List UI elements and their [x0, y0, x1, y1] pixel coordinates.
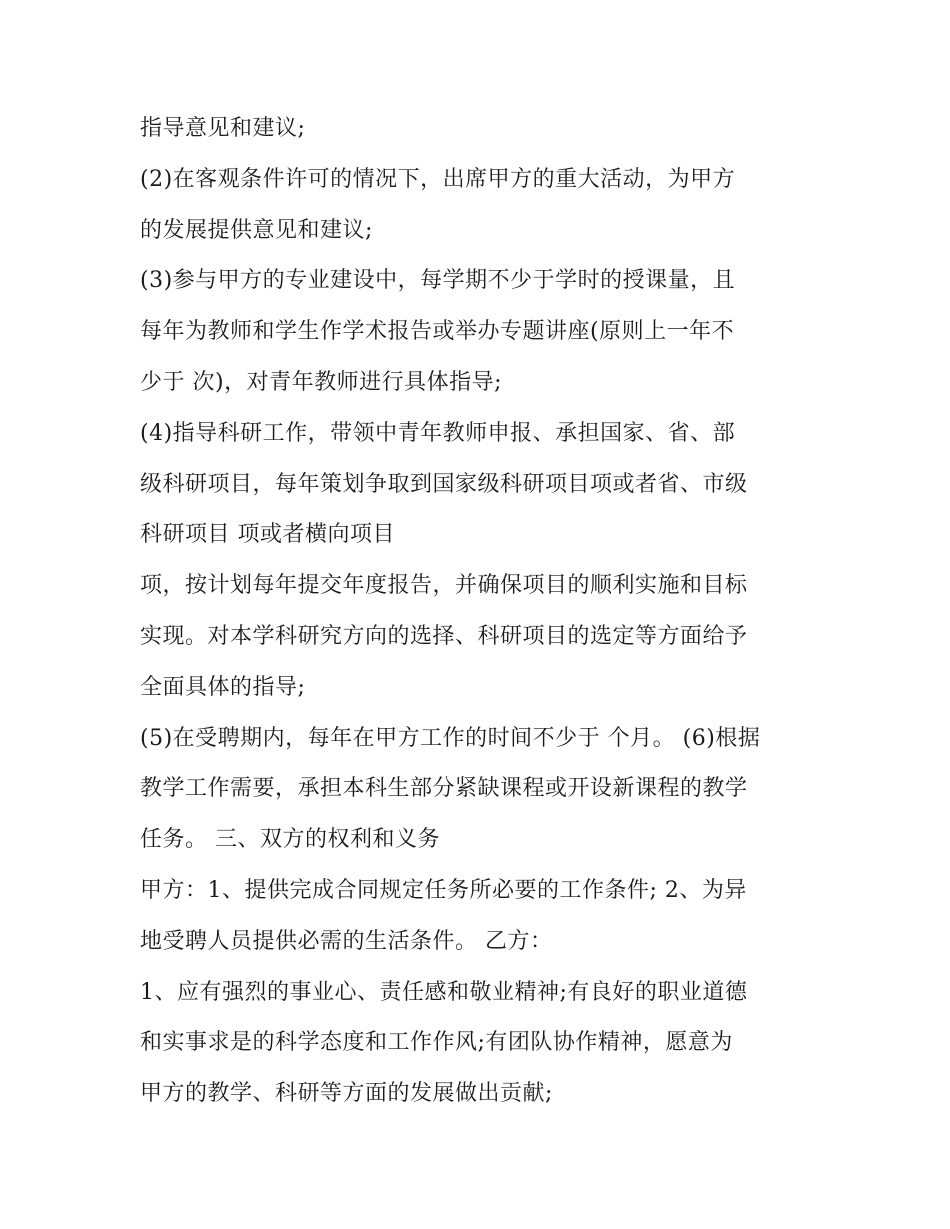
- text-line: (5)在受聘期内，每年在甲方工作的时间不少于 个月。 (6)根据: [140, 725, 761, 751]
- contract-text-body: [140, 104, 830, 1120]
- text-line: 科研项目 项或者横向项目: [140, 522, 395, 548]
- text-line: 项，按计划每年提交年度报告，并确保项目的顺利实施和目标: [140, 573, 748, 599]
- text-line: 教学工作需要，承担本科生部分紧缺课程或开设新课程的教学: [140, 776, 748, 802]
- text-line: 地受聘人员提供必需的生活条件。 乙方：: [140, 928, 553, 954]
- text-line: (4)指导科研工作，带领中青年教师申报、承担国家、省、部: [140, 420, 736, 446]
- text-line: 每年为教师和学生作学术报告或举办专题讲座(原则上一年不: [140, 319, 735, 345]
- text-line: (2)在客观条件许可的情况下，出席甲方的重大活动，为甲方: [140, 166, 736, 192]
- text-line: 少于 次)，对青年教师进行具体指导;: [140, 369, 502, 395]
- text-line: 甲方：1、提供完成合同规定任务所必要的工作条件; 2、为异: [140, 877, 747, 903]
- text-line: 指导意见和建议;: [140, 116, 306, 141]
- text-line: 的发展提供意见和建议;: [140, 217, 373, 243]
- text-line: 和实事求是的科学态度和工作作风;有团队协作精神，愿意为: [140, 1030, 733, 1056]
- text-line: 任务。 三、双方的权利和义务: [140, 827, 440, 853]
- text-line: 甲方的教学、科研等方面的发展做出贡献;: [140, 1081, 553, 1107]
- text-line: 全面具体的指导;: [140, 674, 306, 700]
- text-line: 级科研项目，每年策划争取到国家级科研项目项或者省、市级: [140, 471, 748, 497]
- text-line: 实现。对本学科研究方向的选择、科研项目的选定等方面给予: [140, 623, 748, 649]
- text-line: 1、应有强烈的事业心、责任感和敬业精神;有良好的职业道德: [140, 979, 748, 1005]
- text-line: (3)参与甲方的专业建设中，每学期不少于学时的授课量，且: [140, 268, 736, 294]
